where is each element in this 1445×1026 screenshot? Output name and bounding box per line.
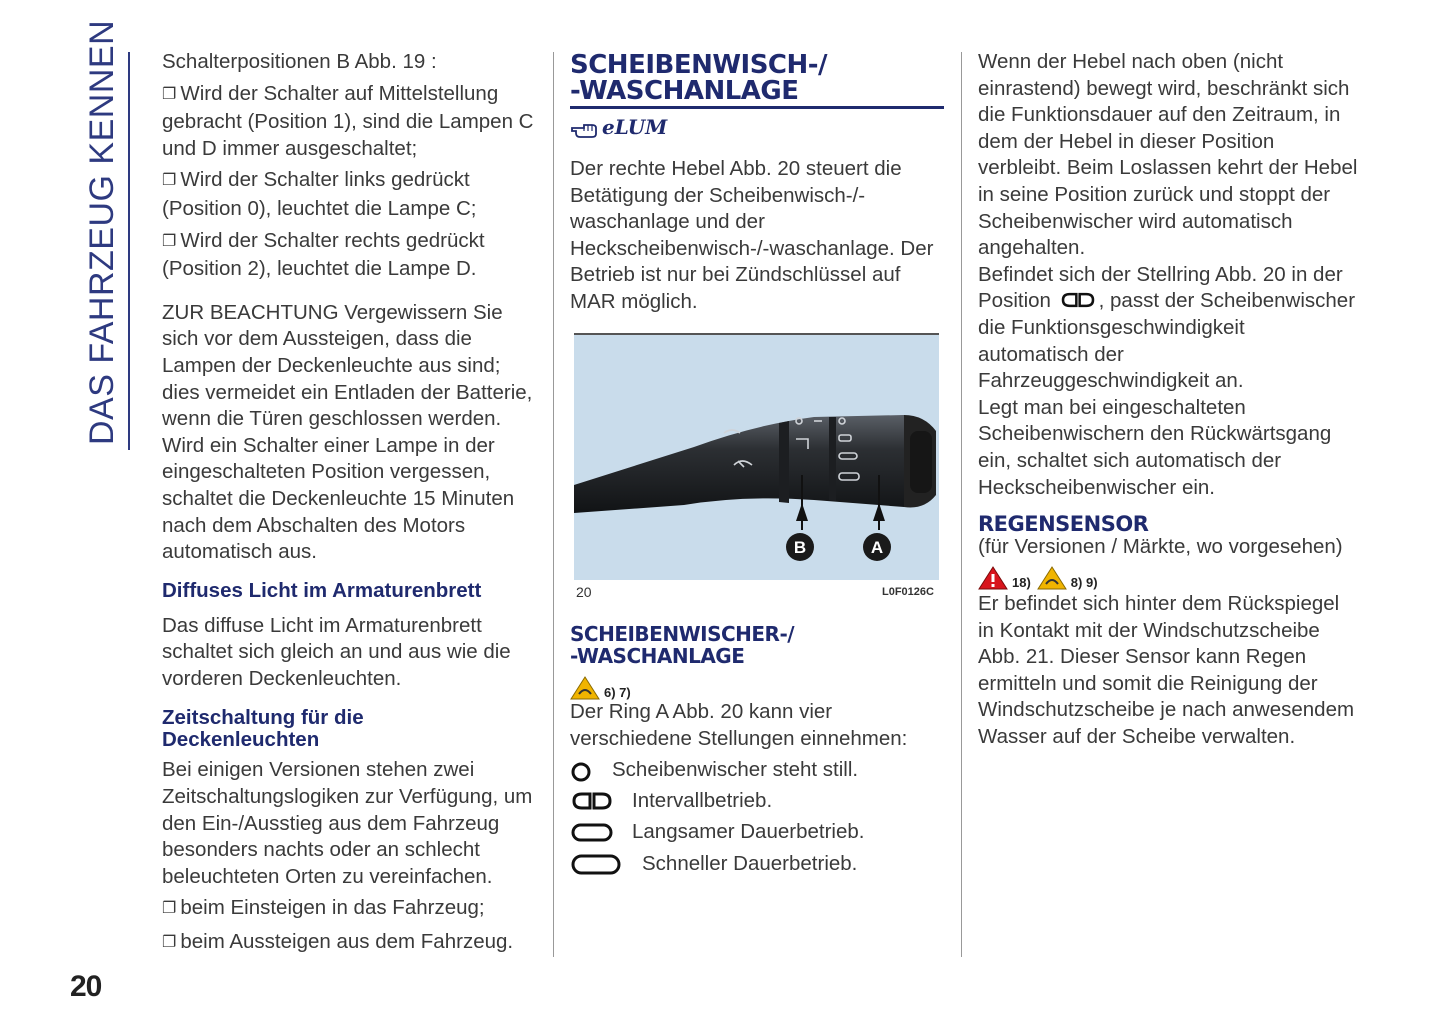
mid-intro (570, 156, 940, 316)
bullet-text: Wird der Schalter rechts gedrückt (Position 2), leuchtet die Lampe D. (162, 228, 485, 281)
heading-line2: -WASCHANLAGE (570, 76, 799, 106)
right-p1: Wenn der Hebel nach oben (nicht einrastend) bewegt wird, beschränkt sich die Funktionsdauer auf den Zeitraum, in dem der Hebel in dieser Position verbleibt. Beim Loslassen kehrt der Hebel in seine Position zurück und stoppt der Scheibenwischer wird automatisch angehalten. (978, 50, 1358, 260)
left-column (162, 49, 537, 958)
figure-code: L0F0126C (882, 586, 934, 598)
note-paragraph: ZUR BEACHTUNG Vergewissern Sie sich vor dem Aussteigen, dass die Lampen der Deckenleuchte aus sind; dies vermeidet ein Entladen der Batterie, wenn die Türen geschlossen werden. Wird ein Schalter einer Lampe in der eingeschalteten Position vergessen, schaltet die Deckenleuchte 15 Minuten nach dem Abschalten des Motors automatisch aus. (162, 300, 533, 564)
danger-ref: 18) (1012, 575, 1031, 590)
elum-label: eLUM (602, 115, 668, 139)
position-text: Intervallbetrieb. (632, 789, 773, 812)
checkbox-icon: ❐ (162, 85, 177, 103)
position-text: Langsamer Dauerbetrieb. (632, 820, 865, 843)
bullet-text: Wird der Schalter links gedrückt (Position 0), leuchtet die Lampe C; (162, 168, 477, 220)
rain-sensor-text-block (978, 591, 1358, 751)
bullet-item (162, 929, 537, 958)
danger-icon (978, 566, 1008, 590)
rain-sensor-section (978, 512, 1358, 558)
timer-text: Bei einigen Versionen stehen zwei Zeitschaltungslogiken zur Verfügung, um den Ein-/Ausstieg aus dem Fahrzeug besonders nachts oder an schlecht beleuchteten Orten zu vereinfachen. (162, 758, 533, 888)
bullet-item (162, 895, 537, 924)
ring-text: Der Ring A Abb. 20 kann vier verschiedene Stellungen einnehmen: (570, 700, 908, 750)
caution-icon (570, 676, 600, 700)
wiper-lever-illustration (574, 335, 939, 580)
mid-heading (570, 52, 945, 139)
rain-sensor-warnings (978, 566, 1098, 590)
bullet-text: beim Einsteigen in das Fahrzeug; (180, 896, 485, 920)
rain-sensor-text: Er befindet sich hinter dem Rückspiegel in Kontakt mit der Windschutzscheibe Abb. 21. Dieser Sensor kann Regen ermitteln und somit die Reinigung der Windschutzscheibe je nach anwesendem Wasser auf der Scheibe verwalten. (978, 592, 1355, 748)
elum-marker (570, 115, 945, 139)
position-fast (570, 852, 857, 876)
wiper-interval-icon (570, 789, 614, 813)
page-number: 20 (70, 970, 102, 1003)
heading-line1: SCHEIBENWISCH-/ (570, 50, 828, 80)
rain-sensor-note: (für Versionen / Märkte, wo vorgesehen) (978, 535, 1343, 558)
wiper-slow-icon (570, 820, 614, 844)
subheading-diffuse-light: Diffuses Licht im Armaturenbrett (162, 578, 482, 602)
caution-ref: 8) 9) (1070, 575, 1098, 590)
right-p2-part1: Befindet sich der Stellring Abb. 20 in der Position (978, 262, 1343, 313)
caution-icon (1037, 566, 1067, 590)
wiper-interval-inline-icon (1057, 290, 1099, 310)
pointing-hand-icon (570, 116, 600, 138)
position-interval (570, 789, 772, 813)
figure-wiper-lever (574, 333, 939, 580)
bullet-item (162, 167, 537, 222)
label-a: A (870, 538, 884, 557)
right-p2 (978, 262, 1358, 395)
wiper-fast-icon (570, 852, 624, 876)
subheading-timer-line2: Deckenleuchten (162, 728, 320, 752)
ring-text-block (570, 699, 940, 752)
bullet-text: beim Aussteigen aus dem Fahrzeug. (180, 930, 514, 954)
side-chapter-title-text: DAS FAHRZEUG KENNEN (83, 19, 121, 445)
position-slow (570, 820, 864, 844)
label-b: B (793, 538, 807, 557)
heading-underline (570, 106, 944, 109)
mid-heading-2 (570, 623, 945, 667)
position-off (570, 758, 858, 782)
bullet-text: Wird der Schalter auf Mittelstellung gebracht (Position 1), sind die Lampen C und D immer ausgeschaltet; (162, 81, 534, 160)
side-title-rule (128, 52, 130, 450)
subheading-timer-line1: Zeitschaltung für die (162, 706, 364, 730)
column-divider-left (553, 52, 554, 957)
checkbox-icon: ❐ (162, 232, 177, 250)
side-chapter-title (83, 19, 133, 450)
checkbox-icon: ❐ (162, 934, 177, 952)
warning-refs (570, 676, 631, 700)
warning-ref-text: 6) 7) (604, 685, 631, 700)
wiper-off-icon (570, 758, 596, 782)
position-text: Schneller Dauerbetrieb. (642, 852, 858, 875)
checkbox-icon: ❐ (162, 900, 177, 918)
left-intro: Schalterpositionen B Abb. 19 : (162, 50, 437, 73)
right-p2-part2: , passt der Scheibenwischer die Funktionsgeschwindigkeit automatisch der Fahrzeuggeschwindigkeit an. (978, 289, 1356, 393)
heading2-line2: -WASCHANLAGE (570, 644, 745, 668)
bullet-item (162, 228, 537, 283)
bullet-item (162, 81, 537, 163)
checkbox-icon: ❐ (162, 172, 177, 190)
heading2-line1: SCHEIBENWISCHER-/ (570, 622, 795, 646)
right-p3: Legt man bei eingeschalteten Scheibenwischern den Rückwärtsgang ein, schaltet sich automatisch der Heckscheibenwischer ein. (978, 395, 1332, 499)
figure-number: 20 (576, 584, 592, 600)
position-text: Scheibenwischer steht still. (612, 758, 859, 781)
rain-sensor-heading: REGENSENSOR (978, 512, 1149, 536)
right-column (978, 49, 1358, 501)
mid-intro-text: Der rechte Hebel Abb. 20 steuert die Betätigung der Scheibenwisch-/-waschanlage und der Heckscheibenwisch-/-waschanlage. Der Betrieb ist nur bei Zündschlüssel auf MAR möglich. (570, 157, 934, 313)
diffuse-light-text: Das diffuse Licht im Armaturenbrett schaltet sich gleich an und aus wie die vorderen Deckenleuchten. (162, 613, 511, 690)
column-divider-right (961, 52, 962, 957)
